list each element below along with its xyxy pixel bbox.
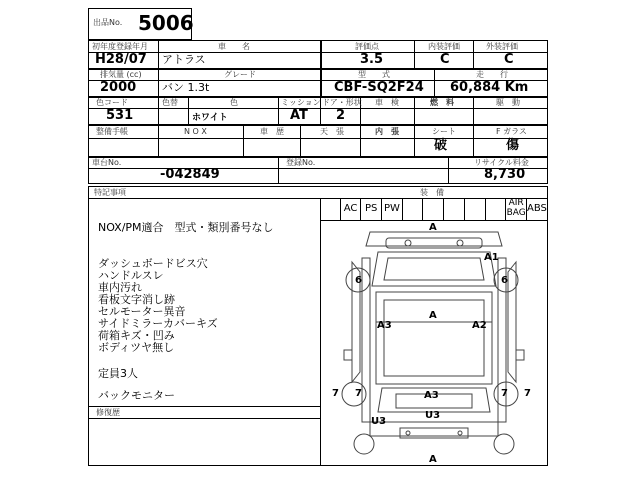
seat-value: 破 [434, 138, 448, 153]
capacity-note: 定員3人 [98, 367, 138, 380]
color-code-label: 色コード [96, 98, 128, 107]
note-item: サイドミラーカバーキズ [98, 317, 218, 330]
model-label: 車 名 [218, 42, 250, 51]
extra-note: バックモニター [98, 389, 175, 402]
model-value: アトラス [162, 53, 206, 66]
damage-mark: A2 [472, 320, 487, 331]
score-value: 3.5 [360, 52, 384, 67]
damage-mark: A1 [484, 252, 499, 263]
mileage-value: 60,884 Km [450, 80, 529, 95]
manual-label: 整備手帳 [96, 127, 128, 136]
note-item: 看板文字消し跡 [98, 293, 175, 306]
recycle-label: リサイクル料金 [474, 158, 529, 167]
color-code-value: 531 [106, 108, 134, 123]
damage-mark: 7 [501, 388, 508, 399]
grade-value: バン 1.3t [162, 81, 210, 94]
note-item: セルモーター異音 [98, 305, 186, 318]
equipment-cell: AIR BAG [506, 198, 526, 218]
note-item: 荷箱キズ・凹み [98, 329, 175, 342]
type-value: CBF-SQ2F24 [334, 80, 424, 95]
doors-value: 2 [336, 108, 346, 123]
lot-label: 出品No. [93, 18, 123, 27]
damage-mark: 6 [501, 275, 508, 286]
equipment-cell: PS [361, 198, 382, 220]
first-reg-value: H28/07 [95, 52, 147, 67]
damage-mark: 7 [332, 388, 339, 399]
color-value: ホワイト [192, 113, 228, 123]
car-diagram [322, 222, 546, 464]
note-item: ハンドルスレ [98, 269, 164, 282]
glass-label: F ガラス [496, 127, 527, 136]
damage-mark: U3 [425, 410, 441, 421]
score-label: 評価点 [355, 42, 379, 51]
nox-label: N O X [184, 127, 207, 136]
inspection-label: 車 検 [375, 98, 399, 107]
doors-label: ドア・形状 [322, 98, 362, 107]
equipment-cell [444, 198, 465, 220]
seat-label: シート [432, 127, 456, 136]
note-item: 車内汚れ [98, 281, 142, 294]
lot-number: 5006 [138, 11, 194, 35]
mileage-label: 走 行 [476, 70, 508, 79]
notes-first-line: NOX/PM適合 型式・類別番号なし [98, 221, 274, 234]
ceiling-label: 天 張 [320, 127, 344, 136]
recycle-value: 8,730 [484, 167, 526, 182]
damage-mark: 7 [524, 388, 531, 399]
fuel-label: 燃 料 [430, 98, 454, 107]
inside-label: 内 張 [375, 127, 399, 136]
first-reg-label: 初年度登録年月 [92, 42, 148, 51]
mission-value: AT [290, 108, 308, 123]
damage-mark: 7 [355, 388, 362, 399]
equipment-cell [424, 198, 445, 220]
exterior-value: C [504, 52, 514, 67]
note-item: ダッシュボードビス穴 [98, 257, 208, 270]
displacement-label: 排気量 (cc) [100, 70, 142, 79]
history-label: 車 歴 [260, 127, 284, 136]
glass-value: 傷 [506, 138, 520, 153]
reg-label: 登録No. [286, 158, 316, 167]
type-label: 型 式 [358, 70, 390, 79]
damage-mark: U3 [371, 416, 387, 427]
grade-label: グレード [224, 70, 256, 79]
exterior-label: 外装評価 [486, 42, 518, 51]
damage-mark: A [429, 310, 437, 321]
damage-mark: A [429, 222, 437, 233]
notes-list [98, 258, 218, 354]
damage-mark: A3 [424, 390, 439, 401]
equipment-cell: AC [341, 198, 362, 220]
equipment-cell [465, 198, 486, 220]
mission-label: ミッション [281, 98, 321, 107]
damage-mark: A [429, 454, 437, 465]
chassis-value: -042849 [160, 167, 220, 182]
equipment-cell: ABS [527, 198, 548, 220]
equipment-cell [320, 198, 341, 220]
equipment-cell [486, 198, 507, 220]
note-item: ボディツヤ無し [98, 341, 175, 354]
drive-label: 駆 動 [496, 98, 520, 107]
notes-header: 特記事項 [94, 188, 126, 197]
interior-value: C [440, 52, 450, 67]
equipment-header: 装 備 [420, 188, 444, 197]
damage-mark: 6 [355, 275, 362, 286]
damage-mark: A3 [377, 320, 392, 331]
equipment-cell [403, 198, 424, 220]
displacement-value: 2000 [100, 80, 137, 95]
color-label: 色 [230, 98, 238, 107]
repair-header: 修復歴 [96, 408, 120, 417]
chassis-label: 車台No. [92, 158, 122, 167]
interior-label: 内装評価 [428, 42, 460, 51]
equipment-cell: PW [382, 198, 403, 220]
color-change-label: 色替 [162, 98, 178, 107]
